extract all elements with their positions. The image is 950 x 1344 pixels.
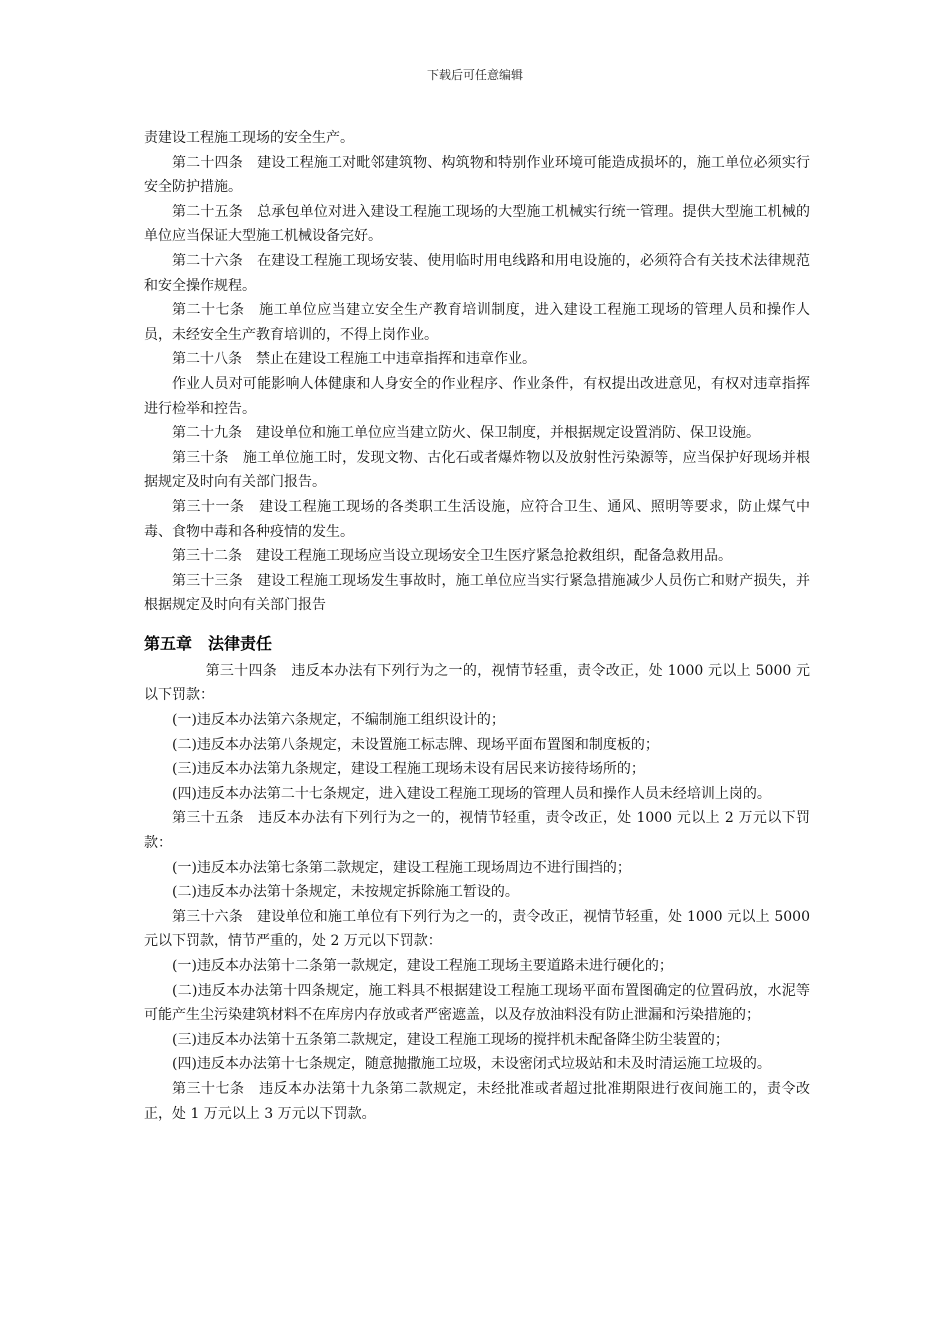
article-24: 第二十四条 建设工程施工对毗邻建筑物、构筑物和特别作业环境可能造成损坏的，施工单位必须实行安全防护措施。 [144, 154, 810, 196]
article-31: 第三十一条 建设工程施工现场的各类职工生活设施，应符合卫生、通风、照明等要求，防止煤气中毒、食物中毒和各种疫情的发生。 [144, 498, 810, 540]
article-27: 第二十七条 施工单位应当建立安全生产教育培训制度，进入建设工程施工现场的管理人员和操作人员，未经安全生产教育培训的，不得上岗作业。 [144, 302, 810, 343]
list-item: (三)违反本办法第九条规定，建设工程施工现场未设有居民来访接待场所的； [172, 761, 645, 778]
article-37: 第三十七条 违反本办法第十九条第二款规定，未经批准或者超过批准期限进行夜间施工的，责令改正，处 1 万元以上 3 万元以下罚款。 [144, 1080, 810, 1122]
list-item: (三)违反本办法第十五条第二款规定，建设工程施工现场的搅拌机未配备降尘防尘装置的； [172, 1031, 729, 1048]
list-item: (一)违反本办法第六条规定，不编制施工组织设计的； [172, 712, 505, 729]
paragraph: 责建设工程施工现场的安全生产。 [144, 130, 354, 146]
document-body [144, 126, 810, 1126]
article-33: 第三十三条 建设工程施工现场发生事故时，施工单位应当实行紧急措施减少人员伤亡和财产损失，并根据规定及时向有关部门报告 [144, 572, 810, 614]
page-header: 下载后可任意编辑 [426, 68, 523, 82]
article-25: 第二十五条 总承包单位对进入建设工程施工现场的大型施工机械实行统一管理。提供大型施工机械的单位应当保证大型施工机械设备完好。 [144, 203, 810, 245]
article-30: 第三十条 施工单位施工时，发现文物、古化石或者爆炸物以及放射性污染源等，应当保护好现场并根据规定及时向有关部门报告。 [144, 449, 810, 491]
list-item: (四)违反本办法第十七条规定，随意抛撒施工垃圾，未设密闭式垃圾站和未及时清运施工垃圾的。 [172, 1056, 771, 1073]
list-item: (二)违反本办法第十条规定，未按规定拆除施工暂设的。 [172, 884, 519, 901]
chapter-heading: 第五章 法律责任 [144, 633, 273, 653]
article-29: 第二十九条 建设单位和施工单位应当建立防火、保卫制度，并根据规定设置消防、保卫设施。 [172, 425, 760, 442]
list-item: (一)违反本办法第七条第二款规定，建设工程施工现场周边不进行围挡的； [172, 859, 631, 876]
paragraph: 作业人员对可能影响人体健康和人身安全的作业程序、作业条件，有权提出改进意见，有权对违章指挥进行检举和控告。 [144, 375, 810, 417]
article-34: 第三十四条 违反本办法有下列行为之一的，视情节轻重，责令改正，处 1000 元以上 5000 元以下罚款： [144, 662, 810, 704]
list-item: (一)违反本办法第十二条第一款规定，建设工程施工现场主要道路未进行硬化的； [172, 958, 673, 974]
article-32: 第三十二条 建设工程施工现场应当设立现场安全卫生医疗紧急抢救组织，配备急救用品。 [172, 548, 732, 565]
list-item: (二)违反本办法第十四条规定，施工料具不根据建设工程施工现场平面布置图确定的位置码放，水泥等可能产生尘污染建筑材料不在库房内存放或者严密遮盖，以及存放油料没有防止泄漏和污染措施的； [144, 982, 810, 1024]
article-35: 第三十五条 违反本办法有下列行为之一的，视情节轻重，责令改正，处 1000 元以上 2 万元以下罚款： [144, 810, 810, 852]
list-item: (四)违反本办法第二十七条规定，进入建设工程施工现场的管理人员和操作人员未经培训上岗的。 [172, 785, 771, 802]
article-26: 第二十六条 在建设工程施工现场安装、使用临时用电线路和用电设施的，必须符合有关技术法律规范和安全操作规程。 [144, 252, 810, 294]
article-28: 第二十八条 禁止在建设工程施工中违章指挥和违章作业。 [172, 351, 536, 368]
article-36: 第三十六条 建设单位和施工单位有下列行为之一的，责令改正，视情节轻重，处 1000 元以上 5000 元以下罚款，情节严重的，处 2 万元以下罚款： [144, 908, 810, 950]
list-item: (二)违反本办法第八条规定，未设置施工标志牌、现场平面布置图和制度板的； [172, 736, 659, 753]
